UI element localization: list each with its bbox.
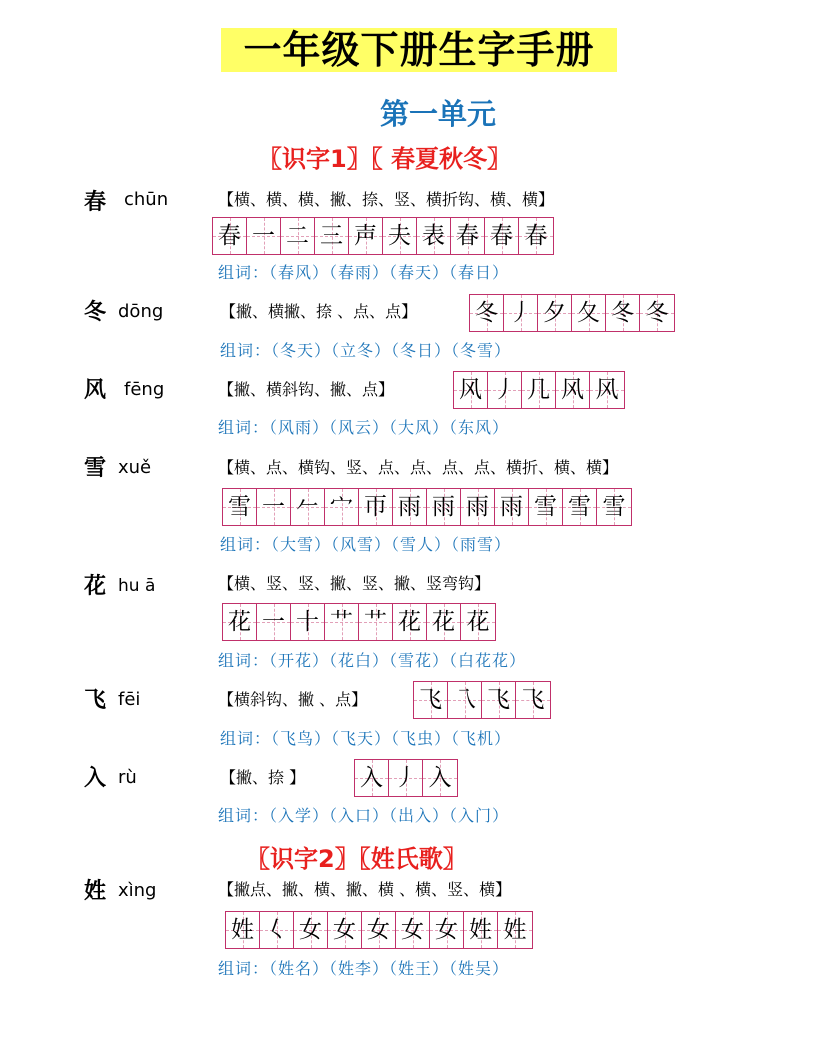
grid-cell-char: 乁 xyxy=(453,687,476,713)
grid-cell-char: 几 xyxy=(527,377,550,403)
grid-cell-char: 女 xyxy=(367,917,390,943)
char-pinyin: chūn xyxy=(124,189,169,210)
char-hanzi: 雪 xyxy=(84,455,107,481)
grid-cell xyxy=(461,489,495,525)
stroke-grid xyxy=(413,681,551,719)
char-pinyin: rù xyxy=(118,767,137,788)
grid-cell xyxy=(538,295,572,331)
grid-cell xyxy=(393,604,427,640)
stroke-order: 【撇、横撇、捺 、点、点】 xyxy=(220,302,418,321)
grid-cell-char: 雪 xyxy=(534,494,557,520)
grid-cell-char: 女 xyxy=(299,917,322,943)
grid-cell xyxy=(485,218,519,254)
grid-cell xyxy=(563,489,597,525)
grid-cell-char: 一 xyxy=(262,494,285,520)
stroke-grid xyxy=(453,371,625,409)
grid-cell-char: 表 xyxy=(422,223,445,249)
grid-cell xyxy=(325,489,359,525)
grid-cell-char: 入 xyxy=(360,765,383,791)
char-pinyin: xuě xyxy=(118,457,152,478)
grid-cell xyxy=(260,912,294,948)
grid-cell-char: 冬 xyxy=(611,300,634,326)
grid-cell-char: 雨 xyxy=(500,494,523,520)
grid-cell-char: 女 xyxy=(401,917,424,943)
grid-cell xyxy=(572,295,606,331)
char-hanzi: 姓 xyxy=(84,878,107,904)
grid-cell-char: 风 xyxy=(459,377,482,403)
stroke-grid xyxy=(212,217,554,255)
char-hanzi: 飞 xyxy=(84,687,107,713)
grid-cell xyxy=(281,218,315,254)
grid-cell-char: 入 xyxy=(428,765,452,791)
grid-cell-char: 艹 xyxy=(330,609,353,635)
grid-cell-char: 夫 xyxy=(388,223,411,249)
stroke-grid xyxy=(225,911,533,949)
stroke-grid xyxy=(222,603,496,641)
grid-cell xyxy=(427,604,461,640)
grid-cell xyxy=(359,604,393,640)
grid-cell xyxy=(495,489,529,525)
grid-cell-char: 花 xyxy=(398,609,421,635)
grid-cell xyxy=(454,372,488,408)
char-hanzi: 花 xyxy=(84,573,107,599)
grid-cell-char: 姓 xyxy=(469,917,492,943)
grid-cell xyxy=(223,604,257,640)
grid-cell xyxy=(294,912,328,948)
grid-cell xyxy=(519,218,553,254)
grid-cell-char: 𠂉 xyxy=(296,494,319,520)
grid-cell xyxy=(291,489,325,525)
page-title: 一年级下册生字手册 xyxy=(221,28,617,72)
grid-cell xyxy=(257,489,291,525)
stroke-order: 【撇、捺 】 xyxy=(220,768,306,787)
grid-cell-char: 夕 xyxy=(543,300,566,326)
grid-cell xyxy=(597,489,631,525)
grid-cell xyxy=(393,489,427,525)
grid-cell xyxy=(349,218,383,254)
char-hanzi: 风 xyxy=(84,377,107,403)
word-list: 组词：（姓名）（姓李）（姓王）（姓吴） xyxy=(218,959,510,978)
grid-cell xyxy=(482,682,516,718)
grid-cell-char: 风 xyxy=(561,377,584,403)
grid-cell-char: 丿 xyxy=(493,377,516,403)
stroke-order: 【横、竖、竖、撇、竖、撇、竖弯钩】 xyxy=(218,574,491,593)
grid-cell-char: 帀 xyxy=(364,494,387,520)
grid-cell xyxy=(464,912,498,948)
grid-cell-char: 姓 xyxy=(503,917,527,943)
stroke-order: 【撇、横斜钩、撇、点】 xyxy=(218,380,395,399)
word-list: 组词：（春风）（春雨）（春天）（春日） xyxy=(218,263,510,282)
grid-cell-char: 艹 xyxy=(364,609,387,635)
lesson-heading-2: 〖识字2〗〖姓氏歌〗 xyxy=(246,845,467,873)
grid-cell-char: 声 xyxy=(354,223,377,249)
grid-cell-char: 雨 xyxy=(466,494,489,520)
grid-cell-char: 飞 xyxy=(487,687,510,713)
grid-cell-char: 飞 xyxy=(419,687,442,713)
grid-cell-char: 丿 xyxy=(509,300,532,326)
grid-cell-char: 二 xyxy=(286,223,309,249)
char-hanzi: 春 xyxy=(84,189,107,215)
grid-cell-char: 姓 xyxy=(231,917,254,943)
grid-cell-char: 三 xyxy=(320,223,343,249)
grid-cell xyxy=(590,372,624,408)
grid-cell xyxy=(223,489,257,525)
stroke-order: 【横、点、横钩、竖、点、点、点、点、横折、横、横】 xyxy=(218,458,619,477)
grid-cell xyxy=(498,912,532,948)
grid-cell xyxy=(291,604,325,640)
grid-cell xyxy=(522,372,556,408)
grid-cell xyxy=(470,295,504,331)
grid-cell-char: 雪 xyxy=(568,494,591,520)
char-pinyin: fēng xyxy=(124,379,165,400)
grid-cell-char: 冬 xyxy=(475,300,498,326)
grid-cell-char: 冬 xyxy=(645,300,669,326)
grid-cell-char: 女 xyxy=(435,917,458,943)
grid-cell xyxy=(362,912,396,948)
grid-cell xyxy=(640,295,674,331)
grid-cell xyxy=(213,218,247,254)
grid-cell xyxy=(396,912,430,948)
grid-cell-char: 花 xyxy=(466,609,490,635)
char-pinyin: hu ā xyxy=(118,576,156,596)
grid-cell xyxy=(247,218,281,254)
grid-cell xyxy=(355,760,389,796)
grid-cell-char: 雪 xyxy=(602,494,626,520)
word-list: 组词：（大雪）（风雪）（雪人）（雨雪） xyxy=(220,535,512,554)
word-list: 组词：（冬天）（立冬）（冬日）（冬雪） xyxy=(220,341,512,360)
grid-cell-char: 十 xyxy=(296,609,319,635)
lesson-heading-1: 〖识字1〗〖 春夏秋冬〗 xyxy=(258,145,512,173)
grid-cell-char: 夂 xyxy=(577,300,600,326)
grid-cell-char: 花 xyxy=(228,609,251,635)
grid-cell xyxy=(325,604,359,640)
grid-cell xyxy=(414,682,448,718)
grid-cell-char: 丿 xyxy=(394,765,417,791)
char-pinyin: dōng xyxy=(118,301,164,322)
grid-cell xyxy=(315,218,349,254)
grid-cell-char: 春 xyxy=(218,223,241,249)
char-hanzi: 冬 xyxy=(84,299,107,325)
stroke-order: 【撇点、撇、横、撇、横 、横、竖、横】 xyxy=(218,880,512,899)
grid-cell-char: 宀 xyxy=(330,494,353,520)
grid-cell xyxy=(504,295,538,331)
word-list: 组词：（飞鸟）（飞天）（飞虫）（飞机） xyxy=(220,729,512,748)
grid-cell xyxy=(226,912,260,948)
stroke-grid xyxy=(222,488,632,526)
char-pinyin: xìng xyxy=(118,880,157,901)
stroke-order: 【横、横、横、撇、捺、竖、横折钩、横、横】 xyxy=(218,190,555,209)
grid-cell xyxy=(556,372,590,408)
stroke-order: 【横斜钩、撇 、点】 xyxy=(218,690,368,709)
grid-cell xyxy=(328,912,362,948)
grid-cell-char: 雨 xyxy=(432,494,455,520)
grid-cell-char: 𡿨 xyxy=(265,917,288,943)
word-list: 组词：（风雨）（风云）（大风）（东风） xyxy=(218,418,510,437)
char-hanzi: 入 xyxy=(84,765,107,791)
stroke-grid xyxy=(469,294,675,332)
grid-cell-char: 一 xyxy=(262,609,285,635)
grid-cell-char: 花 xyxy=(432,609,455,635)
grid-cell xyxy=(423,760,457,796)
grid-cell-char: 春 xyxy=(524,223,548,249)
char-pinyin: fēi xyxy=(118,689,141,710)
grid-cell xyxy=(389,760,423,796)
grid-cell xyxy=(427,489,461,525)
grid-cell-char: 雨 xyxy=(398,494,421,520)
grid-cell xyxy=(488,372,522,408)
grid-cell xyxy=(359,489,393,525)
grid-cell-char: 风 xyxy=(595,377,619,403)
unit-heading: 第一单元 xyxy=(380,97,497,131)
grid-cell-char: 春 xyxy=(456,223,479,249)
grid-cell-char: 一 xyxy=(252,223,275,249)
grid-cell xyxy=(383,218,417,254)
word-list: 组词：（开花）（花白）（雪花）（白花花） xyxy=(218,651,527,670)
grid-cell xyxy=(606,295,640,331)
grid-cell-char: 春 xyxy=(490,223,513,249)
grid-cell-char: 飞 xyxy=(521,687,545,713)
grid-cell xyxy=(451,218,485,254)
stroke-grid xyxy=(354,759,458,797)
grid-cell xyxy=(257,604,291,640)
grid-cell xyxy=(417,218,451,254)
grid-cell xyxy=(529,489,563,525)
grid-cell xyxy=(516,682,550,718)
grid-cell xyxy=(461,604,495,640)
grid-cell xyxy=(430,912,464,948)
grid-cell-char: 雪 xyxy=(228,494,251,520)
grid-cell xyxy=(448,682,482,718)
grid-cell-char: 女 xyxy=(333,917,356,943)
word-list: 组词：（入学）（入口）（出入）（入门） xyxy=(218,806,510,825)
